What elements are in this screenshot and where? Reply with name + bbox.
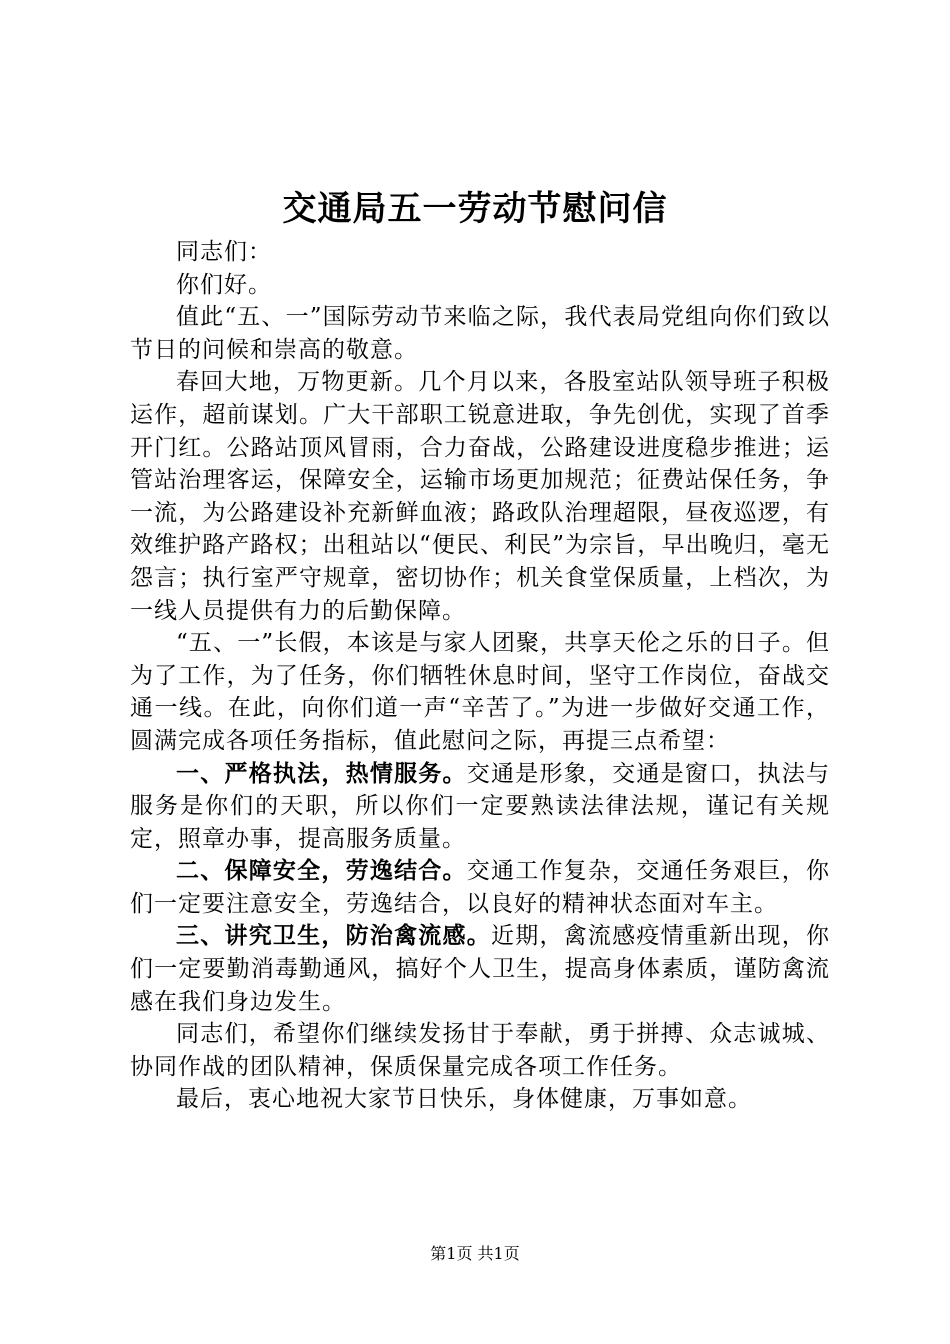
document-title: 交通局五一劳动节慰问信 [282,189,668,229]
paragraph-holiday: “五、一”长假，本该是与家人团聚，共享天伦之乐的日子。但为了工作，为了任务，你们牺牲休息时间，坚守工作岗位，奋战交通一线。在此，向你们道一声“辛苦了。”为进一步做好交通工作，圆满完成各项任务指标，值此慰问之际，再提三点希望： [130,630,830,754]
point-item [130,920,830,1018]
salutation: 同志们： [176,239,272,265]
point-item [130,758,830,856]
point-text: 交通工作复杂，交通任务艰巨，你们一定要注意安全，劳逸结合，以良好的精神状态面对车主。 [130,858,831,917]
greeting: 你们好。 [176,271,272,298]
page-footer: 第1页 共1页 [430,1244,520,1263]
paragraph-opening: 值此“五、一”国际劳动节来临之际，我代表局党组向你们致以节日的问候和崇高的敬意。 [130,304,830,363]
point-text: 近期，禽流感疫情重新出现，你们一定要勤消毒勤通风，搞好个人卫生，提高身体素质，谨防禽流感在我们身边发生。 [130,923,831,1015]
paragraph-achievements: 春回大地，万物更新。几个月以来，各股室站队领导班子积极运作，超前谋划。广大干部职工锐意进取，争先创优，实现了首季开门红。公路站顶风冒雨，合力奋战，公路建设进度稳步推进；运管站治理客运，保障安全，运输市场更加规范；征费站保任务，争一流，为公路建设补充新鲜血液；路政队治理超限，昼夜巡逻，有效维护路产路权；出租站以“便民、利民”为宗旨，早出晚归，毫无怨言；执行室严守规章，密切协作；机关食堂保质量，上档次，为一线人员提供有力的后勤保障。 [130,369,830,624]
paragraph-closing: 同志们，希望你们继续发扬甘于奉献，勇于拼搏、众志诚城、协同作战的团队精神，保质保量完成各项工作任务。 [130,1021,830,1080]
point-heading: 二、保障安全，劳逸结合。 [176,857,467,885]
point-heading: 一、严格执法，热情服务。 [176,759,467,787]
point-item [130,855,830,920]
letter-body [130,236,830,1116]
paragraph-wishes: 最后，衷心地祝大家节日快乐，身体健康，万事如意。 [176,1086,752,1113]
point-heading: 三、讲究卫生，防治禽流感。 [176,922,491,950]
point-text: 交通是形象，交通是窗口，执法与服务是你们的天职，所以你们一定要熟读法律法规，谨记有关规定，照章办事，提高服务质量。 [130,760,831,852]
